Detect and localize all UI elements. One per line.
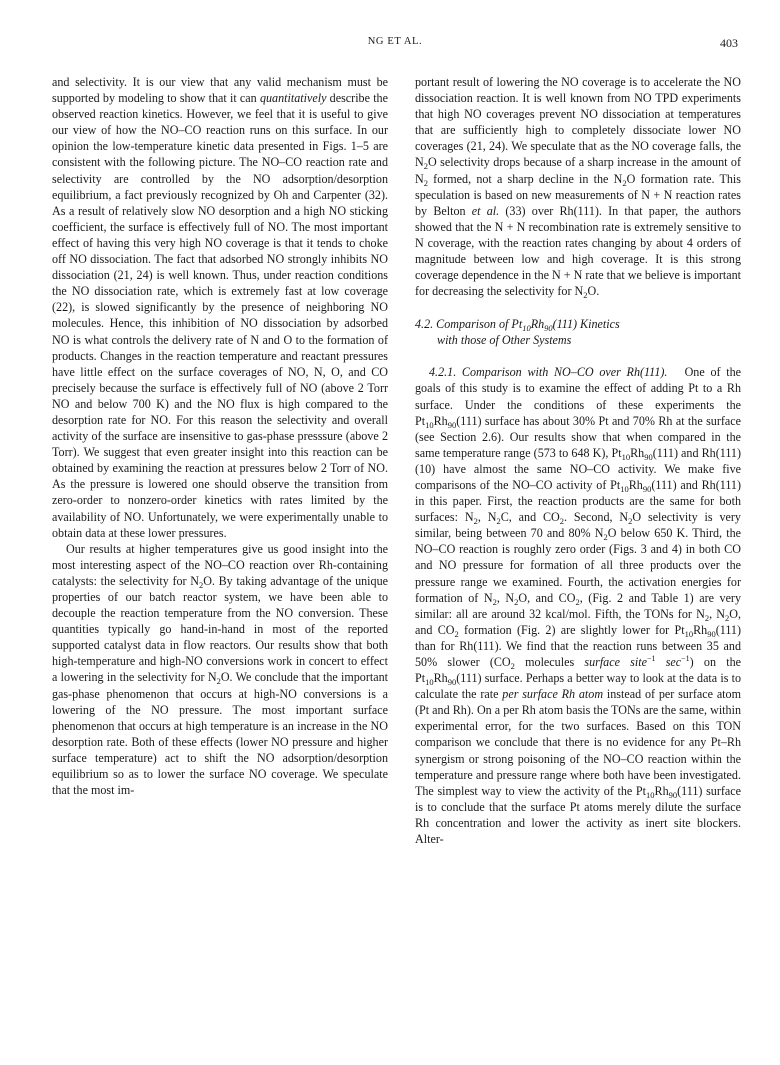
left-column [52, 74, 388, 798]
section-heading-line-1: 4.2. Comparison of $Pt_{10}Rh_{90}(111)$ Kinetics [415, 317, 620, 334]
section-heading-line-2: with those of Other Systems [437, 333, 572, 348]
section-heading [415, 316, 741, 348]
page-header [52, 36, 738, 52]
right-column [415, 74, 741, 847]
running-head: NG ET AL. [367, 36, 423, 47]
body-paragraph: portant result of lowering the NO coverage is to accelerate the NO dissociation reaction. It is well known from NO TPD experiments that high NO coverages prevent NO dissociation at temperatures that are sufficiently high to completely dissociate lower NO coverages (21, 24). We speculate that as the NO coverage falls, the $N_2O$ selectivity drops because of a sharp increase in the amount of $N_2$ formed, not a sharp decline in the $N_2O$ formation rate. This speculation is based on new measurements of N + N reaction rates by Belton et al. (33) over Rh(111). In that paper, the authors showed that the N + N recombination rate is extremely sensitive to N coverage, with the reaction rates changing by about 4 orders of magnitude between low and high coverage. It is this strong coverage dependence in the N + N rate that we believe is important for decreasing the selectivity for $N_2O$. [415, 75, 742, 301]
body-paragraph [415, 364, 741, 847]
subsection-title: 4.2.1. Comparison with NO–CO over Rh(111). [429, 365, 668, 380]
body-paragraph: Our results at higher temperatures give us good insight into the most interesting aspect of the NO–CO reaction over Rh-containing catalysts: the selectivity for $N_2O$. By taking advantage of the unique properties of our batch reactor system, we have been able to decouple the reaction temperature from the NO conversion. These quantities typically go hand-in-hand in most of the reported supported catalyst data in flow reactors. Our results show that both high-temperature and high-NO conversions work in concert to effect a lowering in the selectivity for $N_2O$. We conclude that the important gas-phase phenomenon that occurs at high-NO conversions is a lowering of the NO pressure. The most important surface phenomenon that occurs at high temperature is an increase in the NO desorption rate. Both of these effects (lower NO pressure and higher surface temperature) act to shift the NO adsorption/desorption equilibrium so as to lower the surface NO coverage. We speculate that the most im- [52, 541, 389, 798]
subsection-text: One of the goals of this study is to examine the effect of adding Pt to a Rh surface. Under the conditions of these experiments the $Pt_{10}Rh_{90}(111)$ surface has about 30% Pt and 70% Rh at the surface (see Section 2.6). Our results show that when compared in the same temperature range (573 to 648 K), $Pt_{10}Rh_{90}(111)$ and Rh(111) (10) have almost the same NO–CO activity. We make five comparisons of the NO–CO activity of $Pt_{10}Rh_{90}(111)$ and Rh(111) in this paper. First, the reaction products are the same for both surfaces: $N_2$, $N_2C$, and $CO_2$. Second, $N_2O$ selectivity is very similar, being between 70 and 80% $N_2O$ below 650 K. Third, the NO–CO reaction is roughly zero order (Figs. 3 and 4) in both CO and NO pressure for formation of all three products over the pressure range we examined. Fourth, the activation energies for formation of $N_2$, $N_2O$, and $CO_2$, (Fig. 2 and Table 1) are very similar: all are around 32 kcal/mol. Fifth, the TONs for $N_2$, $N_2O$, and $CO_2$ formation (Fig. 2) are slightly lower for $Pt_{10}Rh_{90}(111)$ than for Rh(111). We find that the reaction runs between 35 and 50% slower ($CO_2$ molecules surface site$^{-1}$ $\sec^{-1}$) on the $Pt_{10}Rh_{90}(111)$ surface. Perhaps a better way to look at the data is to calculate the rate per surface Rh atom instead of per surface atom (Pt and Rh). On a per Rh atom basis the TONs are the same, within experimental error, for the two surfaces. Based on this TON comparison we conclude that there is no evidence for any Pt–Rh synergism or strong poisoning of the NO–CO reaction within the temperature and pressure range where both have been investigated. The simplest way to view the activity of the $Pt_{10}Rh_{90}(111)$ surface is to conclude that the surface Pt atoms merely dilute the surface Rh concentration and lower the activity as inert site blockers. Alter- [415, 365, 742, 847]
page-number: 403 [720, 36, 738, 50]
body-paragraph: and selectivity. It is our view that any valid mechanism must be supported by modeling to show that it can quantitatively describe the observed reaction kinetics. However, we feel that it is useful to give our view of how the NO–CO reaction runs on this surface. In our opinion the low-temperature kinetic data presented in Figs. 1–5 are consistent with the following picture. The NO–CO reaction rate and selectivity are controlled by the NO adsorption/desorption equilibrium, a fact previously recognized by Oh and Carpenter (32). As a result of relatively slow NO desorption and a high NO sticking coefficient, the surface is effectively full of NO. The most important effect of having this very high NO coverage is that it tends to choke off NO dissociation. The fact that adsorbed NO strongly inhibits NO dissociation (21, 24) is well known. Thus, under reaction conditions the NO dissociation rate, which is extremely fast at low coverage (22), is slowed significantly by the presence of neighboring NO molecules. Hence, this inhibition of NO dissociation by adsorbed NO is what controls the delivery rate of N and O to the formation of products. Changes in the reaction temperature and reactant pressures have little effect on the surface coverages of NO, N, O, and CO precisely because the surface is effectively full of NO (above 2 Torr NO and below 700 K) and the NO flux is high compared to the desorption rate for NO. For this reason the selectivity and overall activity of the surface are insensitive to gas-phase presssure (above 2 Torr). We suggest that even greater insight into this reaction can be obtained by examining the reaction at pressures below 2 Torr of NO. As the pressure is lowered one should observe the transition from zero-order to nonzero-order kinetics with rates limited by the availability of NO. Unfortunately, we were experimentally unable to obtain data at these lower pressures. [52, 75, 388, 540]
